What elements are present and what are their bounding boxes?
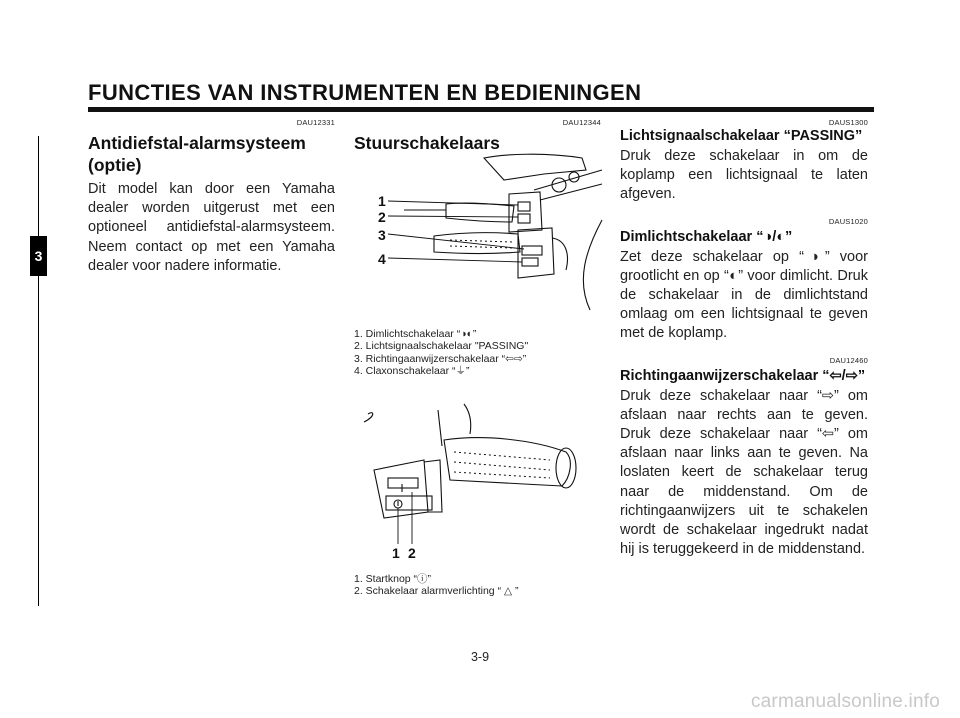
- section-paragraph: Druk deze schakelaar in om de koplamp een lichtsignaal te laten afgeven.: [620, 148, 868, 203]
- middle-column: [354, 118, 601, 154]
- page-header: [88, 80, 874, 106]
- left-column: [88, 118, 335, 276]
- chapter-tab: 3: [30, 236, 47, 276]
- callout-label: 1: [392, 545, 400, 561]
- section-paragraph: Dit model kan door een Yamaha dealer worden uitgerust met een optioneel antidiefstal-alarmsysteem. Neem contact op met een Yamaha dealer voor nadere informatie.: [88, 181, 335, 274]
- caption-item: 4. Claxonschakelaar “⏚”: [354, 365, 470, 378]
- handlebar-switches-figure: [354, 150, 604, 320]
- caption-item: 1. Dimlichtschakelaar “◑◐”: [354, 328, 477, 340]
- chapter-side-rule: [38, 136, 39, 606]
- start-hazard-switches-figure: [354, 400, 604, 568]
- section-title: Stuurschakelaars: [354, 133, 500, 153]
- callout-label: 2: [378, 209, 386, 225]
- right-section-turn-signal: [620, 356, 868, 560]
- right-section-passing: [620, 118, 868, 205]
- caption-item: 3. Richtingaanwijzerschakelaar “⇦⇨”: [354, 352, 527, 365]
- section-code: DAU12460: [829, 355, 868, 365]
- section-title: Lichtsignaalschakelaar “PASSING”: [620, 128, 863, 144]
- section-code: DAU12331: [296, 118, 335, 127]
- page-number: 3-9: [470, 650, 490, 664]
- caption-item: 2. Lichtsignaalschakelaar "PASSING": [354, 340, 529, 353]
- callout-label: 1: [378, 193, 386, 209]
- section-code: DAUS1020: [828, 216, 868, 226]
- callout-label: 4: [378, 251, 386, 267]
- section-title: Antidiefstal-alarmsysteem (optie): [88, 133, 306, 175]
- section-paragraph: Druk deze schakelaar naar “⇨” om afslaan naar rechts aan te geven. Druk deze schakelaar naar “⇦” om afslaan naar links aan te geven. Na loslaten keert de schakelaar terug naar de middenstand. Om de richtingaanwijzers uit te schakelen wordt de schakelaar ingedrukt nadat hij is teruggekeerd in de middenstand.: [620, 387, 868, 558]
- section-code: DAU12344: [562, 118, 601, 127]
- figure-2-caption: [354, 573, 604, 598]
- section-paragraph: Zet deze schakelaar op “◑” voor grootlicht en op “◐” voor dimlicht. Druk de schakelaar in de dimlichtstand omlaag om een lichtsignaal te geven met de koplamp.: [620, 248, 868, 342]
- callout-label: 2: [408, 545, 416, 561]
- section-title: Richtingaanwijzerschakelaar “⇦/⇨”: [620, 367, 866, 384]
- section-title: Dimlichtschakelaar “◑/◐”: [620, 228, 793, 245]
- right-section-dimmer: [620, 217, 868, 344]
- figure-1-caption: [354, 328, 604, 378]
- page-title: FUNCTIES VAN INSTRUMENTEN EN BEDIENINGEN: [88, 80, 642, 105]
- caption-item: 2. Schakelaar alarmverlichting “ △ ”: [354, 585, 519, 598]
- right-column: [620, 118, 868, 559]
- watermark: carmanualsonline.info: [750, 691, 940, 712]
- header-rule: [88, 107, 874, 112]
- section-code: DAUS1300: [828, 118, 868, 127]
- callout-label: 3: [378, 227, 386, 243]
- caption-item: 1. Startknop “ⓘ”: [354, 573, 432, 585]
